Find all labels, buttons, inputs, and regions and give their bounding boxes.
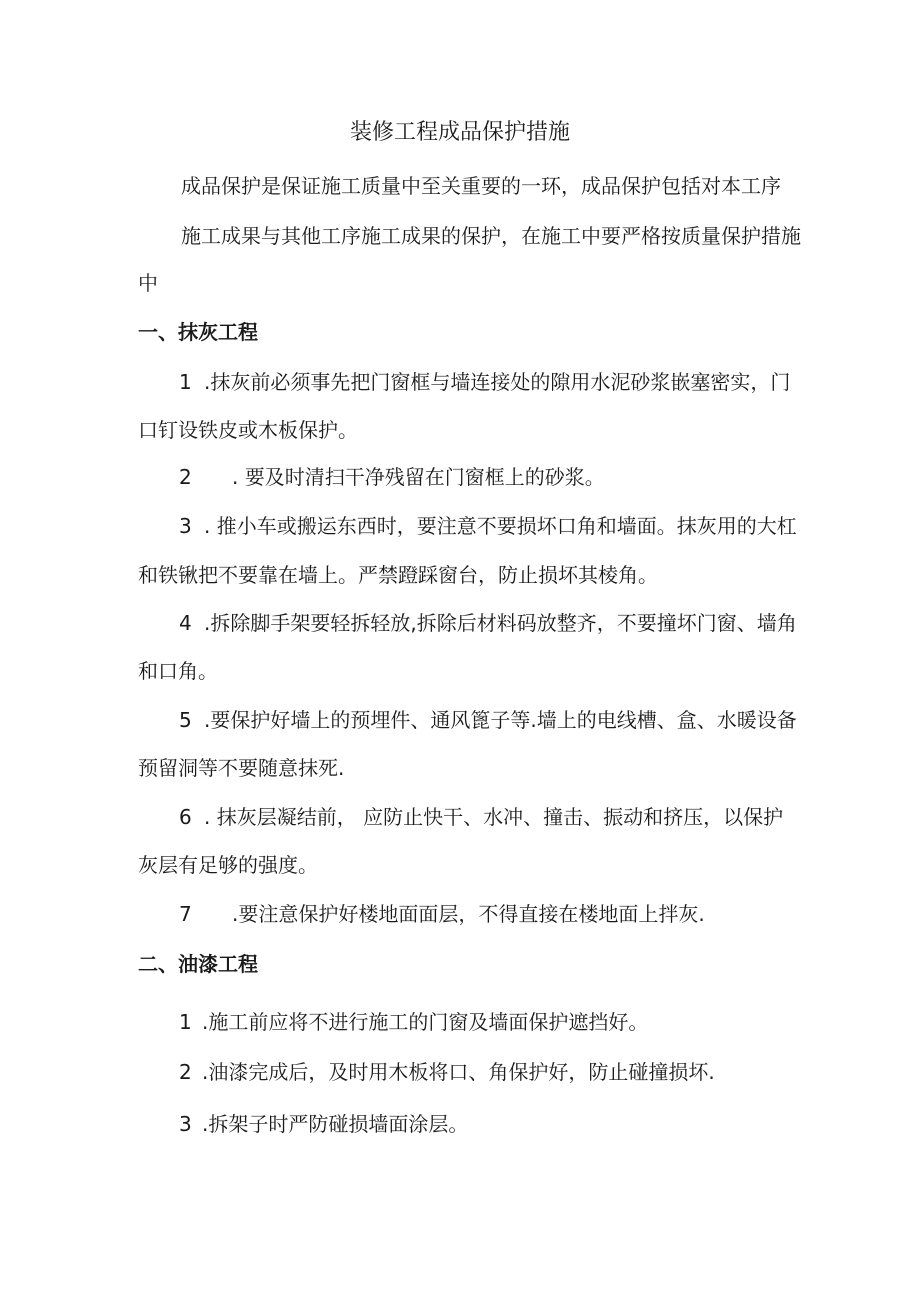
list-item-text: . 要及时清扫干净残留在门窗框上的砂浆。	[232, 465, 605, 489]
intro-line-1: 成品保护是保证施工质量中至关重要的一环，成品保护包括对本工序	[181, 174, 781, 198]
list-item-text: .要保护好墙上的预埋件、通风篦子等.墙上的电线槽、盒、水暖设备	[204, 708, 797, 732]
document-title: 装修工程成品保护措施	[349, 120, 570, 145]
list-item-text-continued: 和铁锹把不要靠在墙上。严禁蹬踩窗台，防止损坏其棱角。	[138, 563, 658, 587]
intro-line-3: 中	[138, 271, 158, 295]
list-item-number: 5	[179, 708, 192, 732]
list-item-text: .要注意保护好楼地面面层，不得直接在楼地面上拌灰.	[232, 902, 705, 926]
list-item-text: . 抹灰层凝结前， 应防止快干、水冲、撞击、振动和挤压，以保护	[204, 805, 784, 829]
list-item-text: . 推小车或搬运东西时，要注意不要损坏口角和墙面。抹灰用的大杠	[204, 514, 797, 538]
list-item-number: 4	[179, 611, 192, 635]
list-item-number: 6	[179, 805, 192, 829]
list-item-text: .抹灰前必须事先把门窗框与墙连接处的隙用水泥砂浆嵌塞密实，门	[204, 370, 791, 394]
intro-line-2: 施工成果与其他工序施工成果的保护，在施工中要严格按质量保护措施	[181, 224, 801, 248]
list-item-text: .油漆完成后，及时用木板将口、角保护好，防止碰撞损坏.	[202, 1060, 715, 1084]
list-item-text: .拆架子时严防碰损墙面涂层。	[202, 1112, 469, 1136]
list-item-text-continued: 和口角。	[138, 659, 218, 683]
list-item-number: 1	[179, 370, 192, 394]
list-item-number: 7	[179, 902, 192, 926]
list-item-text-continued: 灰层有足够的强度。	[138, 853, 318, 877]
list-item-number: 3	[179, 1112, 192, 1136]
list-item-text: .拆除脚手架要轻拆轻放,拆除后材料码放整齐，不要撞坏门窗、墙角	[204, 611, 797, 635]
list-item-text-continued: 预留洞等不要随意抹死.	[138, 756, 345, 780]
list-item-text: .施工前应将不进行施工的门窗及墙面保护遮挡好。	[202, 1010, 649, 1034]
section-heading-painting: 二、油漆工程	[138, 952, 258, 976]
list-item-number: 3	[179, 514, 192, 538]
list-item-text-continued: 口钉设铁皮或木板保护。	[138, 418, 358, 442]
list-item-number: 2	[179, 1060, 192, 1084]
list-item-number: 1	[179, 1010, 192, 1034]
list-item-number: 2	[179, 465, 192, 489]
section-heading-plastering: 一、抹灰工程	[138, 320, 258, 344]
